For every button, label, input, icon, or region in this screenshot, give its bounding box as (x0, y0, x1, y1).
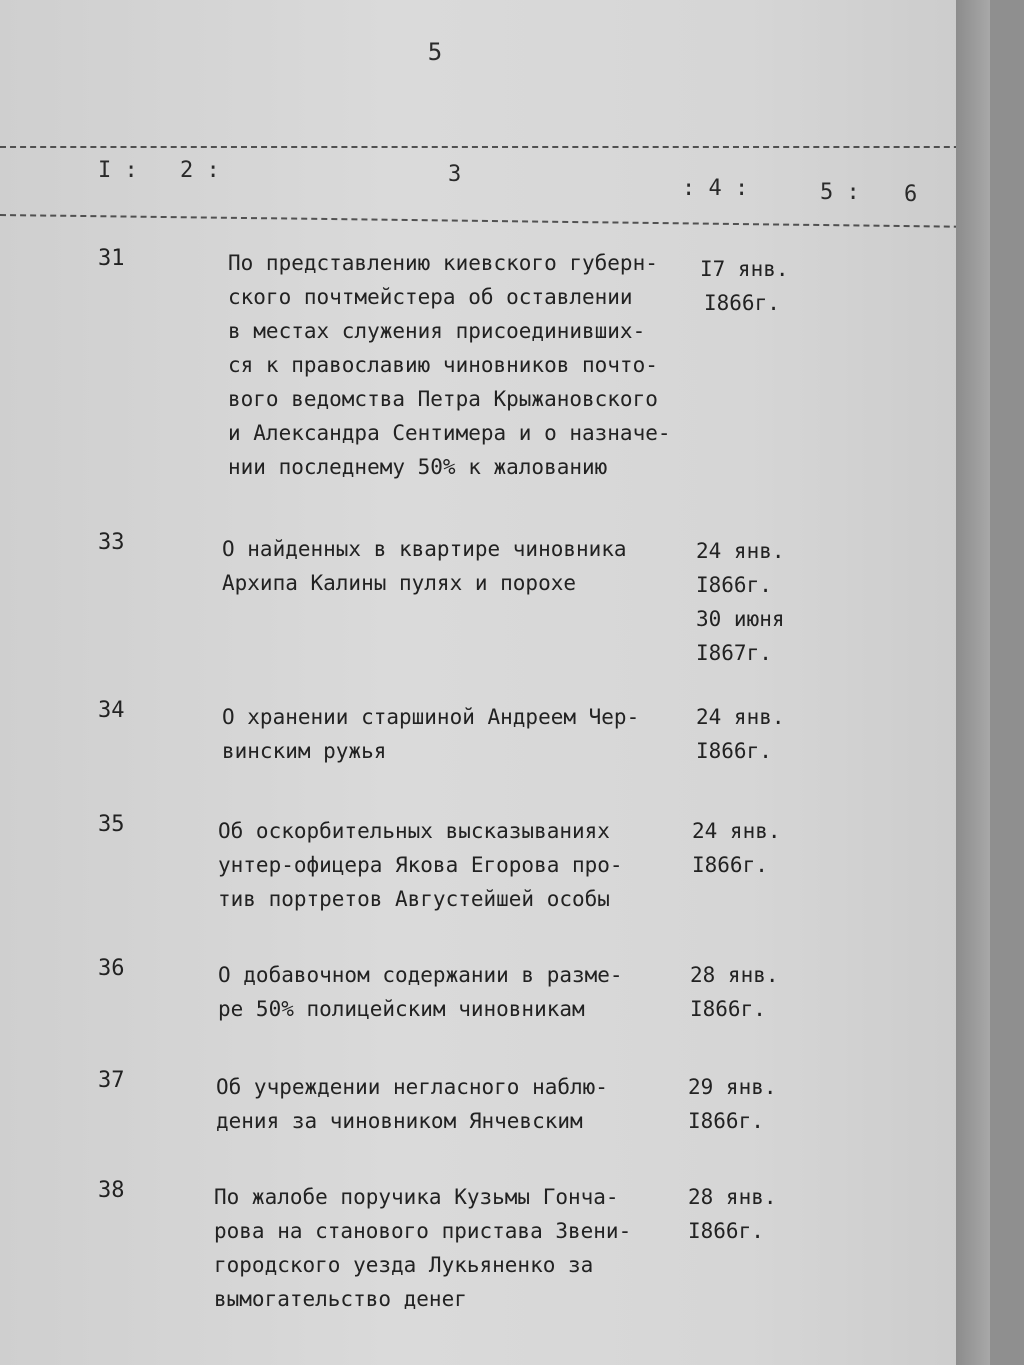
entry-number: 36 (98, 956, 125, 981)
date-line: I866г. (688, 1109, 764, 1133)
description-line: ся к православию чиновников почто- (228, 353, 658, 377)
header-bottom-rule (0, 214, 990, 228)
date-line: I867г. (696, 641, 772, 665)
entry-date (696, 534, 806, 670)
date-line: 28 янв. (690, 963, 779, 987)
date-line: 29 янв. (688, 1075, 777, 1099)
description-line: в местах служения присоединивших- (228, 319, 646, 343)
description-line: вого ведомства Петра Крыжановского (228, 387, 658, 411)
date-line: I7 янв. (700, 257, 789, 281)
entry-number: 37 (98, 1068, 125, 1093)
description-line: Архипа Калины пулях и порохе (222, 571, 577, 595)
column-header-1: I : (98, 158, 138, 183)
entry-description (214, 1180, 734, 1316)
date-line: I866г. (692, 853, 768, 877)
description-line: По жалобе поручика Кузьмы Гонча- (214, 1185, 619, 1209)
description-line: дения за чиновником Янчевским (216, 1109, 583, 1133)
date-line: 24 янв. (696, 705, 785, 729)
date-line: I866г. (696, 739, 772, 763)
page-number: 5 (427, 38, 443, 66)
entry-date (690, 958, 800, 1026)
entry-description (228, 246, 748, 484)
description-line: О добавочном содержании в разме- (218, 963, 623, 987)
date-line: 24 янв. (692, 819, 781, 843)
description-line: О хранении старшиной Андреем Чер- (222, 705, 640, 729)
description-line: тив портретов Августейшей особы (218, 887, 610, 911)
date-line: 30 июня (696, 607, 785, 631)
date-line: 28 янв. (688, 1185, 777, 1209)
description-line: унтер-офицера Якова Егорова про- (218, 853, 623, 877)
description-line: нии последнему 50% к жалованию (228, 455, 608, 479)
entry-number: 35 (98, 812, 125, 837)
column-header-4: : 4 : (682, 176, 749, 201)
column-header-2: 2 : (180, 158, 220, 183)
description-line: Об учреждении негласного наблю- (216, 1075, 608, 1099)
description-line: и Александра Сентимера и о назначе- (228, 421, 671, 445)
date-line: I866г. (690, 997, 766, 1021)
entry-description (218, 958, 738, 1026)
description-line: Об оскорбительных высказываниях (218, 819, 610, 843)
entry-date (688, 1070, 798, 1138)
description-line: ского почтмейстера об оставлении (228, 285, 633, 309)
entry-date (688, 1180, 798, 1248)
entry-description (222, 532, 742, 600)
page-edge-shadow (956, 0, 990, 1365)
description-line: О найденных в квартире чиновника (222, 537, 627, 561)
entry-date (696, 700, 806, 768)
column-header-6: 6 (904, 182, 918, 207)
date-line: I866г. (704, 291, 780, 315)
column-header-5: 5 : (820, 180, 860, 205)
entry-number: 31 (98, 246, 125, 271)
entry-description (222, 700, 742, 768)
date-line: I866г. (688, 1219, 764, 1243)
column-header-3: 3 (448, 162, 462, 187)
entry-description (218, 814, 738, 916)
description-line: По представлению киевского губерн- (228, 251, 658, 275)
date-line: I866г. (696, 573, 772, 597)
description-line: винским ружья (222, 739, 387, 763)
description-line: вымогательство денег (214, 1287, 467, 1311)
entry-number: 38 (98, 1178, 125, 1203)
date-line: 24 янв. (696, 539, 785, 563)
entry-number: 33 (98, 530, 125, 555)
entry-description (216, 1070, 736, 1138)
entry-date (700, 252, 810, 320)
description-line: городского уезда Лукьяненко за (214, 1253, 594, 1277)
description-line: рова на станового пристава Звени- (214, 1219, 632, 1243)
description-line: ре 50% полицейским чиновникам (218, 997, 585, 1021)
entry-date (692, 814, 802, 882)
entry-number: 34 (98, 698, 125, 723)
header-top-rule (0, 146, 990, 148)
